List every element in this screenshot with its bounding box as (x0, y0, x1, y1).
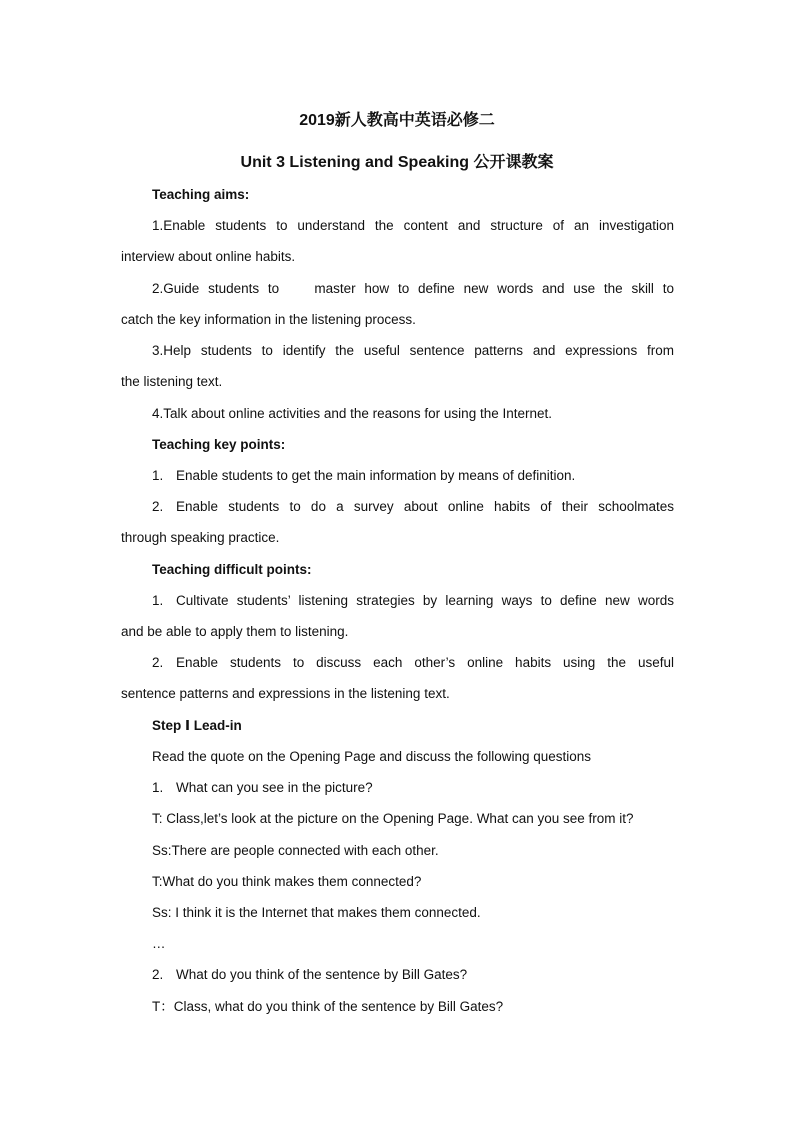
list-number: 2. (152, 499, 164, 514)
ellipsis: … (152, 936, 166, 951)
aim-1-line-1: 1.Enable students to understand the content and structure of an investigation (152, 218, 674, 233)
question-1 (152, 779, 373, 797)
aim-4: 4.Talk about online activities and the reasons for using the Internet. (152, 406, 552, 421)
aim-1-line-2: interview about online habits. (121, 249, 296, 264)
difficult-point-2-text: Enable students to discuss each other’s online habits using the useful (176, 655, 674, 670)
list-number: 2. (152, 655, 164, 670)
aim-2-line-2: catch the key information in the listening process. (121, 312, 416, 327)
document-title: 2019新人教高中英语必修二 (299, 112, 495, 129)
difficult-point-2-line-2: sentence patterns and expressions in the listening text. (121, 686, 450, 701)
aim-3-line-2: the listening text. (121, 374, 223, 389)
dialogue-line-3: T:What do you think makes them connected? (152, 874, 422, 889)
aim-3-line-1: 3.Help students to identify the useful sentence patterns and expressions from (152, 343, 674, 358)
aim-2-line-1: 2.Guide students to master how to define new words and use the skill to (152, 281, 674, 296)
key-point-2-line-2: through speaking practice. (121, 530, 280, 545)
key-point-1 (152, 467, 575, 485)
list-number: 1. (152, 593, 164, 608)
key-point-1-text: Enable students to get the main information by means of definition. (176, 468, 576, 483)
difficult-point-2 (152, 654, 674, 672)
key-point-2 (152, 498, 674, 516)
list-number: 2. (152, 967, 164, 982)
dialogue-line-5: T：Class, what do you think of the sentence by Bill Gates? (152, 999, 504, 1014)
document-subtitle: Unit 3 Listening and Speaking 公开课教案 (240, 154, 554, 171)
difficult-points-heading: Teaching difficult points: (152, 562, 312, 577)
question-2-text: What do you think of the sentence by Bill Gates? (176, 967, 468, 982)
key-points-heading: Teaching key points: (152, 437, 286, 452)
teaching-aims-heading: Teaching aims: (152, 187, 250, 202)
dialogue-line-4: Ss: I think it is the Internet that makes them connected. (152, 905, 481, 920)
step-1-heading: Step Ⅰ Lead-in (152, 718, 242, 733)
list-number: 1. (152, 468, 164, 483)
difficult-point-1 (152, 592, 674, 610)
list-number: 1. (152, 780, 164, 795)
dialogue-line-2: Ss:There are people connected with each other. (152, 843, 439, 858)
difficult-point-1-line-2: and be able to apply them to listening. (121, 624, 349, 639)
dialogue-line-1: T: Class,let’s look at the picture on the Opening Page. What can you see from it? (152, 811, 634, 826)
difficult-point-1-text: Cultivate students’ listening strategies by learning ways to define new words (176, 593, 674, 608)
key-point-2-text: Enable students to do a survey about online habits of their schoolmates (176, 499, 674, 514)
step-1-intro: Read the quote on the Opening Page and discuss the following questions (152, 749, 592, 764)
question-1-text: What can you see in the picture? (176, 780, 373, 795)
question-2 (152, 966, 467, 984)
